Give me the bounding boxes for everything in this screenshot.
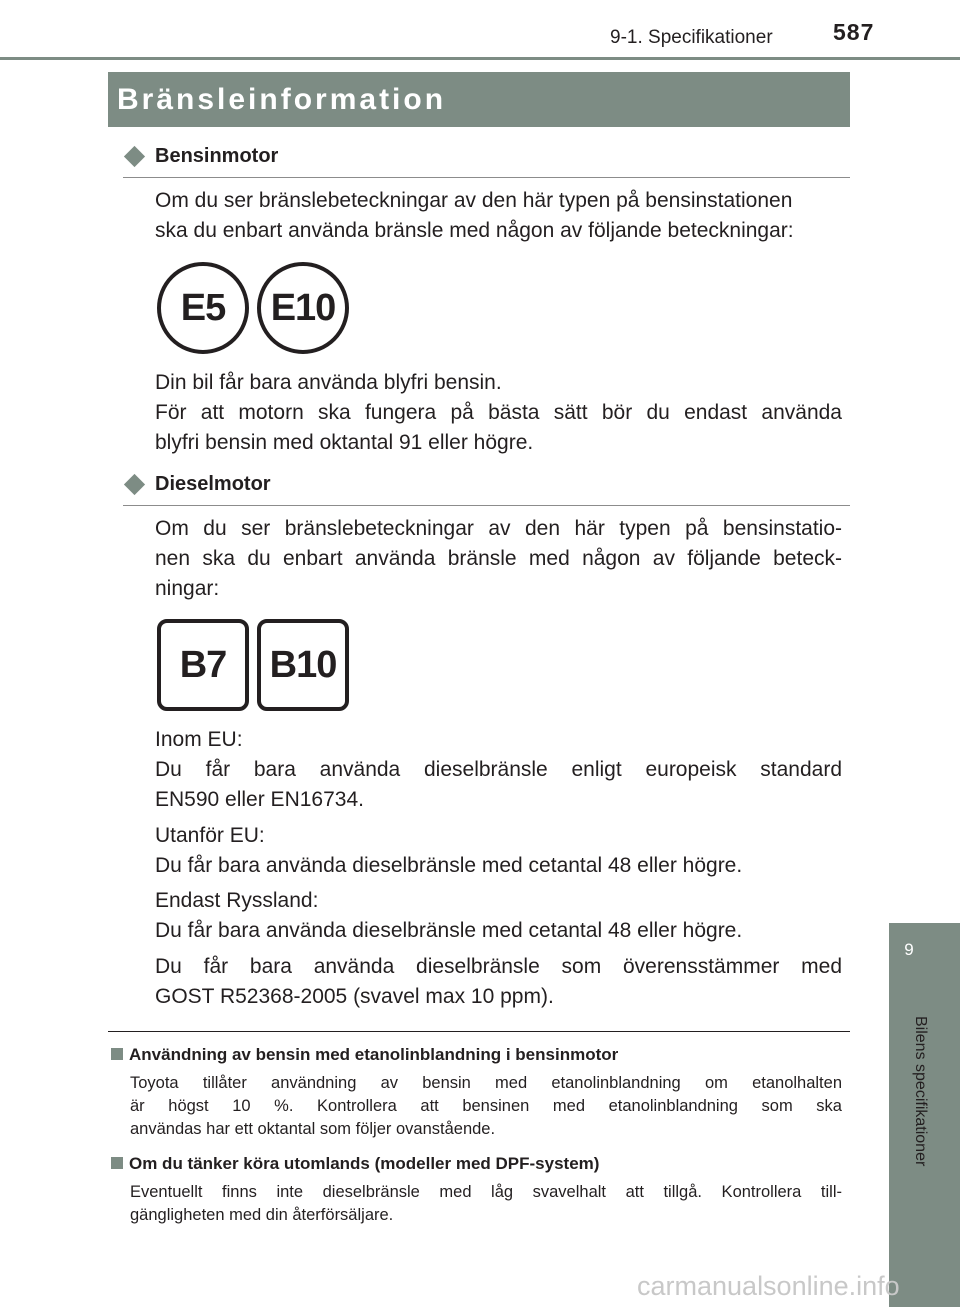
note-body-line: är högst 10 %. Kontrollera att bensinen med etanolinblandning som ska (130, 1097, 842, 1115)
petrol-text-line: blyfri bensin med oktantal 91 eller högre. (155, 431, 534, 454)
diesel-outside-eu (155, 821, 842, 881)
diesel-outside-eu-line: Du får bara använda dieselbränsle med cetantal 48 eller högre. (155, 854, 743, 877)
diesel-eu-line: Du får bara använda dieselbränsle enligt europeisk standard (155, 758, 842, 781)
diesel-eu-line: EN590 eller EN16734. (155, 788, 364, 811)
diamond-icon (124, 146, 145, 167)
note-body (130, 1181, 842, 1227)
square-bullet-icon (111, 1048, 123, 1060)
petrol-intro-line: ska du enbart använda bränsle med någon av följande beteckningar: (155, 219, 794, 242)
fuel-label-text: E5 (180, 287, 226, 329)
diesel-intro (155, 514, 842, 604)
note-heading-text: Användning av bensin med etanolinblandning i bensinmotor (129, 1045, 619, 1064)
note-heading (111, 1154, 599, 1174)
page-title: Bränsleinformation (117, 83, 447, 116)
chapter-label: Bilens specifikationer (912, 1016, 929, 1167)
diesel-eu (155, 725, 842, 815)
fuel-label-text: B7 (179, 644, 227, 686)
petrol-text-line: För att motorn ska fungera på bästa sätt bör du endast använda (155, 401, 842, 424)
diesel-gost (155, 952, 842, 1012)
note-heading-text: Om du tänker köra utomlands (modeller med DPF-system) (129, 1154, 600, 1173)
diesel-heading (123, 475, 850, 506)
petrol-heading (123, 147, 850, 178)
notes-divider (108, 1031, 850, 1032)
page-header (0, 0, 960, 60)
fuel-label-e10 (257, 262, 349, 354)
note-body (130, 1072, 842, 1141)
page-number: 587 (833, 19, 875, 45)
chapter-side-tab (889, 923, 960, 1307)
diamond-icon (124, 474, 145, 495)
petrol-intro (155, 186, 842, 246)
note-body-line: användas har ett oktantal som följer ovanstående. (130, 1120, 496, 1138)
fuel-label-text: B10 (269, 644, 337, 686)
diesel-russia-line: Endast Ryssland: (155, 889, 319, 912)
diesel-russia-line: Du får bara använda dieselbränsle med cetantal 48 eller högre. (155, 919, 743, 942)
diesel-intro-line: nen ska du enbart använda bränsle med någon av följande beteck- (155, 547, 842, 570)
fuel-label-e5 (157, 262, 249, 354)
fuel-label-b10 (257, 619, 349, 711)
diesel-intro-line: Om du ser bränslebeteckningar av den här typen på bensinstatio- (155, 517, 842, 540)
fuel-label-b7 (157, 619, 249, 711)
petrol-text (155, 368, 842, 458)
note-body-line: gängligheten med din återförsäljare. (130, 1206, 394, 1224)
diesel-intro-line: ningar: (155, 577, 220, 600)
diesel-eu-line: Inom EU: (155, 728, 243, 751)
petrol-text-line: Din bil får bara använda blyfri bensin. (155, 371, 502, 394)
note-body-line: Toyota tillåter användning av bensin med etanolinblandning om etanolhalten (130, 1074, 842, 1092)
petrol-intro-line: Om du ser bränslebeteckningar av den här typen på bensinstationen (155, 189, 793, 212)
square-bullet-icon (111, 1157, 123, 1169)
fuel-label-text: E10 (270, 287, 336, 329)
diesel-outside-eu-line: Utanför EU: (155, 824, 265, 847)
page-title-bar (108, 72, 850, 127)
section-name: 9-1. Specifikationer (610, 27, 773, 48)
header-divider (0, 57, 960, 60)
note-heading (111, 1045, 618, 1065)
diesel-russia (155, 886, 842, 946)
petrol-heading-text: Bensinmotor (155, 145, 279, 167)
watermark: carmanualsonline.info (637, 1271, 900, 1301)
diesel-heading-text: Dieselmotor (155, 473, 271, 495)
note-body-line: Eventuellt finns inte dieselbränsle med låg svavelhalt att tillgå. Kontrollera till- (130, 1183, 842, 1201)
diesel-gost-line: Du får bara använda dieselbränsle som överensstämmer med (155, 955, 842, 978)
diesel-gost-line: GOST R52368-2005 (svavel max 10 ppm). (155, 985, 554, 1008)
chapter-number: 9 (904, 940, 914, 959)
